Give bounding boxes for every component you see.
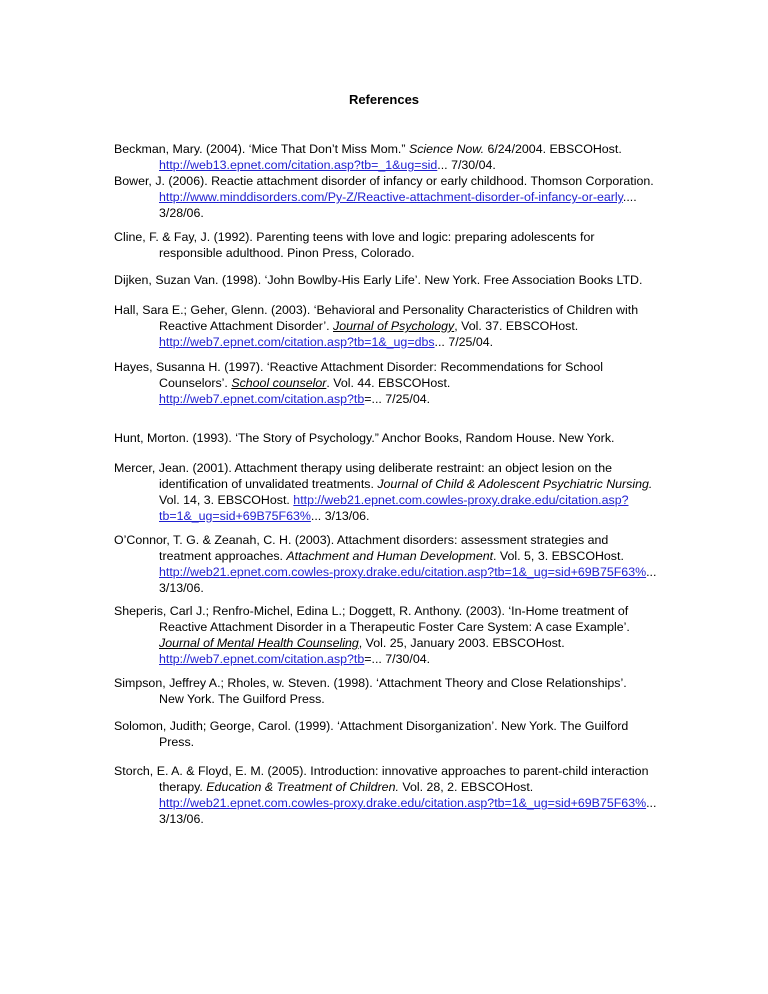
reference-text: , Vol. 25, January 2003. EBSCOHost. — [358, 636, 565, 650]
reference-entry — [114, 173, 659, 221]
reference-text: Reactive Attachment Disorder in a Therapeutic Foster Care System: A case Example’. — [159, 620, 630, 634]
citation-link[interactable]: http://web7.epnet.com/citation.asp?tb — [159, 392, 365, 406]
reference-text: ... 7/30/04. — [437, 158, 496, 172]
reference-text: responsible adulthood. Pinon Press, Colorado. — [159, 246, 415, 260]
reference-text: .... — [622, 190, 637, 204]
reference-entry — [114, 603, 659, 667]
reference-entry — [114, 532, 659, 596]
reference-entry — [114, 718, 659, 750]
reference-text: O’Connor, T. G. & Zeanah, C. H. (2003). Attachment disorders: assessment strategies and — [114, 533, 609, 547]
reference-text: Mercer, Jean. (2001). Attachment therapy using deliberate restraint: an object lesion on the — [114, 461, 612, 475]
reference-text: Hall, Sara E.; Geher, Glenn. (2003). ‘Behavioral and Personality Characteristics of Children with — [114, 303, 639, 317]
reference-text: Vol. 14, 3. EBSCOHost. — [159, 493, 294, 507]
reference-text: ... 7/25/04. — [434, 335, 494, 349]
reference-text: Reactive Attachment Disorder’. — [159, 319, 334, 333]
journal-title: Journal of Child & Adolescent Psychiatric Nursing. — [377, 477, 653, 491]
citation-link[interactable]: tb=1&_ug=sid+69B75F63% — [159, 509, 311, 523]
journal-title: Science Now. — [408, 142, 485, 156]
reference-text: 6/24/2004. EBSCOHost. — [484, 142, 622, 156]
reference-text: Hunt, Morton. (1993). ‘The Story of Psychology.” Anchor Books, Random House. New York. — [114, 431, 615, 445]
reference-entry — [114, 460, 659, 524]
reference-text: =... 7/30/04. — [364, 652, 431, 666]
citation-link[interactable]: http://web7.epnet.com/citation.asp?tb — [159, 652, 365, 666]
reference-text: 3/13/06. — [159, 581, 204, 595]
reference-entry — [114, 430, 659, 446]
reference-text: ... — [646, 565, 657, 579]
reference-text: ... 3/13/06. — [310, 509, 370, 523]
reference-text: Bower, J. (2006). Reactie attachment disorder of infancy or early childhood. Thomson Corporation. — [114, 174, 654, 188]
reference-text: Cline, F. & Fay, J. (1992). Parenting teens with love and logic: preparing adolescents for — [114, 230, 595, 244]
journal-title: Journal of Mental Health Counseling — [159, 636, 359, 650]
reference-text: , Vol. 37. EBSCOHost. — [454, 319, 579, 333]
reference-entry — [114, 675, 659, 707]
reference-text: Dijken, Suzan Van. (1998). ‘John Bowlby-His Early Life’. New York. Free Association Books LTD. — [114, 273, 643, 287]
reference-text: Solomon, Judith; George, Carol. (1999). ‘Attachment Disorganization’. New York. The Guilford — [114, 719, 629, 733]
citation-link[interactable]: http://web21.epnet.com.cowles-proxy.drake.edu/citation.asp?tb=1&_ug=sid+69B75F63% — [159, 796, 647, 810]
reference-entry — [114, 763, 659, 827]
reference-text: =... 7/25/04. — [364, 392, 431, 406]
reference-entry — [114, 229, 659, 261]
reference-text: Sheperis, Carl J.; Renfro-Michel, Edina L.; Doggett, R. Anthony. (2003). ‘In-Home treatment of — [114, 604, 629, 618]
reference-text: Counselors’. — [159, 376, 232, 390]
journal-title: Education & Treatment of Children. — [206, 780, 399, 794]
reference-text: identification of unvalidated treatments. — [159, 477, 378, 491]
reference-text: Storch, E. A. & Floyd, E. M. (2005). Introduction: innovative approaches to parent-child interaction — [114, 764, 649, 778]
reference-entry — [114, 272, 659, 288]
journal-title: School counselor — [231, 376, 327, 390]
reference-text: New York. The Guilford Press. — [159, 692, 325, 706]
citation-link[interactable]: http://web13.epnet.com/citation.asp?tb=_1&ug=sid — [159, 158, 438, 172]
reference-text: therapy. — [159, 780, 207, 794]
citation-link[interactable]: http://www.minddisorders.com/Py-Z/Reactive-attachment-disorder-of-infancy-or-early — [159, 190, 623, 204]
reference-text: Beckman, Mary. (2004). ‘Mice That Don’t Miss Mom.” — [114, 142, 406, 156]
reference-entry — [114, 359, 659, 407]
citation-link[interactable]: http://web21.epnet.com.cowles-proxy.drake.edu/citation.asp? — [293, 493, 629, 507]
reference-text: Vol. 28, 2. EBSCOHost. — [398, 780, 534, 794]
reference-text: treatment approaches. — [159, 549, 287, 563]
citation-link[interactable]: http://web7.epnet.com/citation.asp?tb=1&_ug=dbs — [159, 335, 435, 349]
reference-text: . Vol. 44. EBSCOHost. — [326, 376, 451, 390]
reference-entry — [114, 141, 659, 173]
reference-text: 3/13/06. — [159, 812, 204, 826]
reference-text: . Vol. 5, 3. EBSCOHost. — [493, 549, 624, 563]
journal-title: Attachment and Human Development — [286, 549, 494, 563]
reference-text: 3/28/06. — [159, 206, 204, 220]
page-title: References — [348, 92, 420, 107]
reference-text: Hayes, Susanna H. (1997). ‘Reactive Attachment Disorder: Recommendations for School — [114, 360, 603, 374]
reference-entry — [114, 302, 659, 350]
reference-text: ... — [646, 796, 657, 810]
reference-text: Press. — [159, 735, 195, 749]
journal-title: Journal of Psychology — [333, 319, 455, 333]
citation-link[interactable]: http://web21.epnet.com.cowles-proxy.drake.edu/citation.asp?tb=1&_ug=sid+69B75F63% — [159, 565, 647, 579]
reference-text: Simpson, Jeffrey A.; Rholes, w. Steven. (1998). ‘Attachment Theory and Close Relationships’. — [114, 676, 627, 690]
